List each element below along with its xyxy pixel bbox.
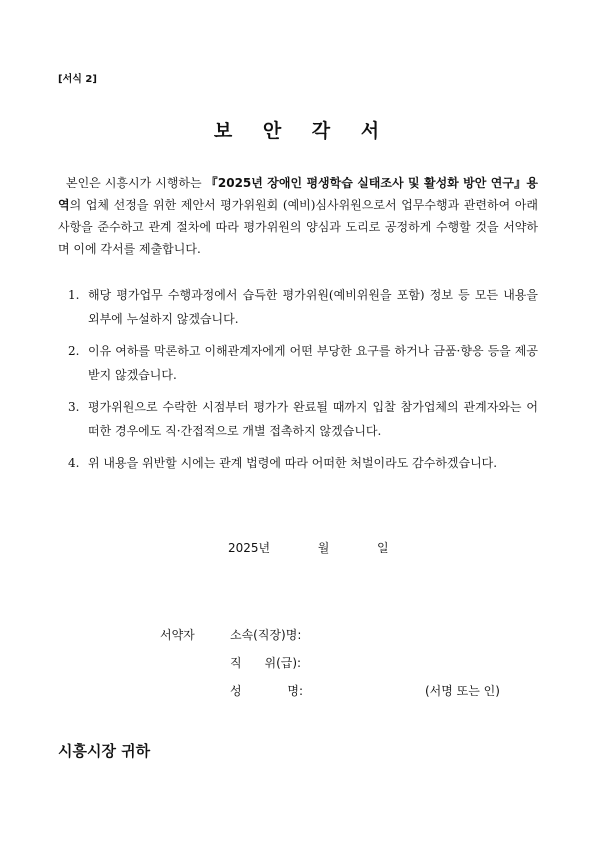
- item-number: 4.: [68, 456, 80, 470]
- item-text: 평가위원으로 수락한 시점부터 평가가 완료될 때까지 입찰 참가업체의 관계자와는 어떠한 경우에도 직·간접적으로 개별 접촉하지 않겠습니다.: [88, 400, 538, 438]
- item-text: 위 내용을 위반할 시에는 관계 법령에 따라 어떠한 처벌이라도 감수하겠습니다.: [88, 456, 498, 470]
- form-number-label: [서식 2]: [58, 74, 97, 85]
- project-name: 『2025년 장애인 평생학습 실태조사 및 활성화 방안 연구』용역: [58, 176, 538, 212]
- item-text: 이유 여하를 막론하고 이해관계자에게 어떤 부당한 요구를 하거나 금품·향응 등을 제공받지 않겠습니다.: [88, 344, 538, 382]
- intro-rest: 의 업체 선정을 위한 제안서 평가위원회 (예비)심사위원으로서 업무수행과 관련하여 아래 사항을 준수하고 관계 절차에 따라 평가위원의 양심과 도리로 공정하게 수행할 것을 서약하며 이에 각서를 제출합니다.: [58, 198, 538, 256]
- date-year: 2025년: [228, 541, 271, 555]
- addressee: 시흥시장 귀하: [58, 742, 151, 760]
- pledger-label: 서약자: [160, 628, 195, 642]
- item-number: 1.: [68, 288, 80, 302]
- position-label: 직 위(급):: [230, 656, 302, 670]
- seal-note: (서명 또는 인): [425, 684, 500, 698]
- item-number: 2.: [68, 344, 80, 358]
- date-month: 월: [317, 541, 330, 555]
- pledge-item: [68, 339, 538, 387]
- document-title: 보 안 각 서: [213, 120, 382, 142]
- date-line: [228, 539, 389, 556]
- affiliation-label: 소속(직장)명:: [230, 628, 302, 642]
- pledge-item: [68, 283, 538, 331]
- date-day: 일: [377, 541, 389, 555]
- name-label: 성 명:: [230, 684, 304, 698]
- pledge-items: [68, 283, 538, 483]
- pledge-item: [68, 451, 538, 475]
- item-text: 해당 평가업무 수행과정에서 습득한 평가위원(예비위원을 포함) 정보 등 모든 내용을 외부에 누설하지 않겠습니다.: [88, 288, 538, 326]
- item-number: 3.: [68, 400, 80, 414]
- intro-lead: 본인은 시흥시가 시행하는: [66, 176, 206, 190]
- pledge-item: [68, 395, 538, 443]
- intro-paragraph: [58, 172, 538, 260]
